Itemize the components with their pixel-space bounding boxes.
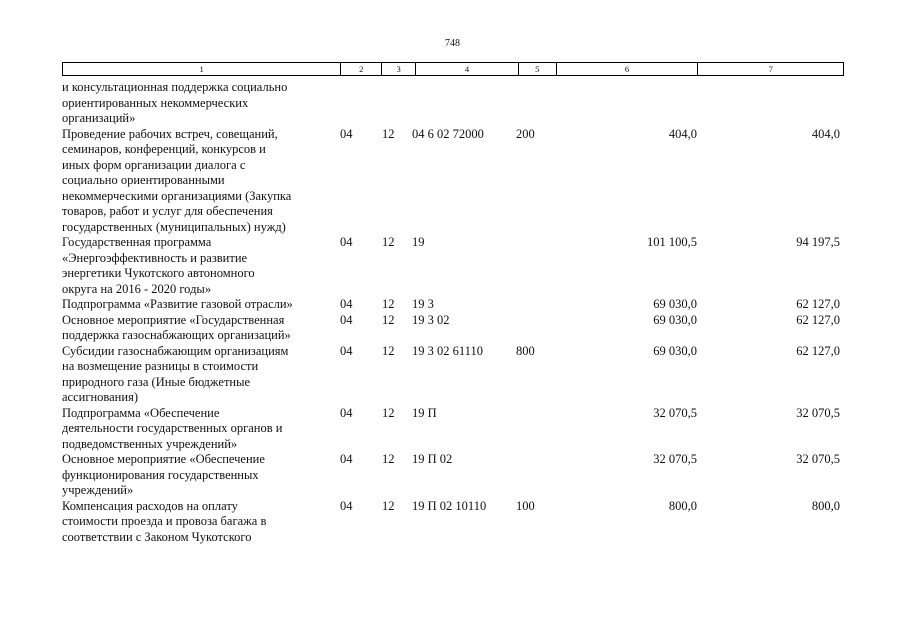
expense-type-cell: 200: [516, 126, 535, 141]
header-cell-7: 7: [768, 64, 773, 74]
header-cell-2: 2: [341, 63, 382, 75]
table-row: [62, 406, 844, 453]
expense-type-cell: [516, 452, 557, 499]
target-item-code-cell: 19 П: [412, 405, 437, 420]
item-name-line: Проведение рабочих встреч, совещаний,: [62, 126, 278, 141]
table-row: [62, 452, 844, 499]
section-code-cell: 04: [340, 452, 353, 466]
target-item-code-cell: 04 6 02 72000: [412, 126, 484, 141]
target-item-code-cell: 19: [412, 235, 425, 249]
section-code-cell: 04: [340, 235, 353, 249]
target-item-code-cell: 19 3 02: [412, 312, 450, 327]
target-item-code-cell: [412, 80, 516, 127]
amount-year2-cell: 32 070,5: [796, 405, 840, 420]
item-name-line: Подпрограмма «Обеспечение: [62, 405, 220, 420]
item-name-line: семинаров, конференций, конкурсов и: [62, 142, 266, 156]
item-name-line: функционирования государственных: [62, 467, 259, 482]
page-number: 748: [445, 38, 460, 49]
expense-type-cell: [516, 80, 557, 127]
item-name-line: ассигнования): [62, 390, 138, 404]
table-row: [62, 127, 844, 236]
table-row: [62, 344, 844, 406]
item-name-cell: [62, 235, 340, 297]
section-code-cell: 04: [340, 498, 353, 513]
table-row: [62, 313, 844, 344]
amount-year1-cell: 32 070,5: [653, 405, 697, 420]
item-name-line: товаров, работ и услуг для обеспечения: [62, 204, 273, 218]
amount-year2-cell: 404,0: [811, 126, 840, 141]
amount-year1-cell: 69 030,0: [653, 343, 697, 358]
item-name-line: иных форм организации диалога с: [62, 157, 246, 172]
item-name-line: некоммерческими организациями (Закупка: [62, 188, 292, 203]
amount-year2-cell: 62 127,0: [796, 312, 840, 327]
item-name-line: Основное мероприятие «Обеспечение: [62, 452, 265, 466]
table-row: [62, 80, 844, 127]
subsection-code-cell: 12: [382, 452, 395, 466]
table-row: [62, 499, 844, 546]
table-row: [62, 235, 844, 297]
item-name-cell: [62, 80, 340, 127]
amount-year1-cell: [557, 80, 697, 127]
amount-year2-cell: 32 070,5: [796, 452, 840, 466]
item-name-line: Субсидии газоснабжающим организациям: [62, 343, 289, 358]
header-cell-6: 6: [557, 63, 699, 75]
table-row: [62, 297, 844, 313]
item-name-line: стоимости проезда и провоза багажа в: [62, 514, 267, 528]
item-name-cell: [62, 406, 340, 453]
target-item-code-cell: 19 3 02 61110: [412, 343, 483, 358]
header-cell-4: 4: [416, 63, 519, 75]
item-name-cell: [62, 499, 340, 546]
target-item-code-cell: 19 П 02 10110: [412, 498, 487, 513]
item-name-line: деятельности государственных органов и: [62, 421, 283, 435]
amount-year2-cell: 62 127,0: [796, 343, 840, 358]
item-name-cell: [62, 452, 340, 499]
table-body: [62, 80, 844, 545]
header-cell-3: 3: [382, 63, 416, 75]
expense-type-cell: [516, 313, 557, 344]
subsection-code-cell: 12: [382, 498, 395, 513]
item-name-line: и консультационная поддержка социально: [62, 80, 288, 94]
amount-year1-cell: 800,0: [668, 498, 697, 513]
amount-year2-cell: 94 197,5: [796, 235, 840, 249]
expense-type-cell: [516, 297, 557, 313]
section-code-cell: 04: [340, 405, 353, 420]
item-name-cell: [62, 313, 340, 344]
amount-year1-cell: 69 030,0: [653, 312, 697, 327]
item-name-line: ориентированных некоммерческих: [62, 95, 249, 110]
item-name-cell: [62, 297, 340, 313]
item-name-line: энергетики Чукотского автономного: [62, 266, 255, 280]
expense-type-cell: [516, 235, 557, 297]
amount-year2-cell: [697, 80, 844, 127]
subsection-code-cell: 12: [382, 235, 395, 249]
expense-type-cell: [516, 406, 557, 453]
amount-year1-cell: 69 030,0: [653, 297, 697, 311]
subsection-code-cell: 12: [382, 312, 395, 327]
item-name-cell: [62, 127, 340, 236]
item-name-line: государственных (муниципальных) нужд): [62, 219, 286, 234]
target-item-code-cell: 19 П 02: [412, 452, 453, 466]
item-name-line: округа на 2016 - 2020 годы»: [62, 281, 212, 296]
item-name-line: учреждений»: [62, 483, 134, 497]
target-item-code-cell: 19 3: [412, 297, 434, 311]
section-code-cell: 04: [340, 312, 353, 327]
amount-year1-cell: 101 100,5: [647, 235, 697, 249]
item-name-line: Основное мероприятие «Государственная: [62, 312, 285, 327]
item-name-line: организаций»: [62, 111, 136, 125]
item-name-line: Подпрограмма «Развитие газовой отрасли»: [62, 297, 293, 311]
item-name-line: «Энергоэффективность и развитие: [62, 250, 248, 265]
amount-year2-cell: 800,0: [811, 498, 840, 513]
section-code-cell: 04: [340, 343, 353, 358]
expense-type-cell: 100: [516, 498, 535, 513]
item-name-cell: [62, 344, 340, 406]
item-name-line: на возмещение разницы в стоимости: [62, 359, 259, 373]
item-name-line: природного газа (Иные бюджетные: [62, 374, 251, 389]
section-code-cell: 04: [340, 126, 353, 141]
section-code-cell: [340, 80, 382, 127]
expense-type-cell: 800: [516, 343, 535, 358]
item-name-line: Государственная программа: [62, 235, 212, 249]
amount-year2-cell: 62 127,0: [796, 297, 840, 311]
item-name-line: Компенсация расходов на оплату: [62, 498, 238, 513]
amount-year1-cell: 32 070,5: [653, 452, 697, 466]
subsection-code-cell: 12: [382, 126, 395, 141]
item-name-line: поддержка газоснабжающих организаций»: [62, 328, 291, 342]
item-name-line: социально ориентированными: [62, 173, 225, 187]
table-header: [62, 62, 844, 76]
header-cell-5: 5: [519, 63, 557, 75]
header-cell-1: 1: [63, 63, 341, 75]
amount-year1-cell: 404,0: [668, 126, 697, 141]
section-code-cell: 04: [340, 297, 353, 311]
subsection-code-cell: 12: [382, 343, 395, 358]
item-name-line: соответствии с Законом Чукотского: [62, 529, 252, 544]
subsection-code-cell: 12: [382, 297, 395, 311]
item-name-line: подведомственных учреждений»: [62, 436, 238, 451]
subsection-code-cell: [382, 80, 412, 127]
subsection-code-cell: 12: [382, 405, 395, 420]
